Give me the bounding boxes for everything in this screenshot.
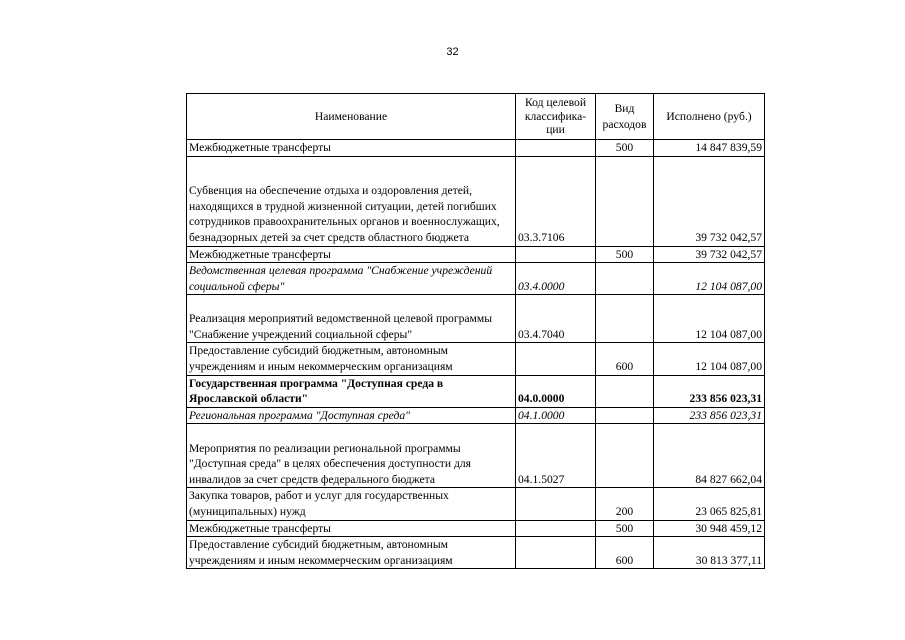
cell-name: Межбюджетные трансферты xyxy=(187,246,516,263)
cell-type: 600 xyxy=(596,537,654,569)
cell-type xyxy=(596,263,654,295)
cell-code: 04.0.0000 xyxy=(516,375,596,407)
cell-amount: 30 948 459,12 xyxy=(654,520,765,537)
budget-execution-table xyxy=(186,93,765,569)
header-name: Наименование xyxy=(187,94,516,140)
cell-type xyxy=(596,156,654,246)
table-row xyxy=(187,343,765,375)
cell-name: Закупка товаров, работ и услуг для государственных (муниципальных) нужд xyxy=(187,488,516,520)
cell-type: 600 xyxy=(596,343,654,375)
cell-amount: 14 847 839,59 xyxy=(654,140,765,157)
cell-name: Мероприятия по реализации региональной программы "Доступная среда" в целях обеспечения доступности для инвалидов за счет средств федерального бюджета xyxy=(187,424,516,488)
table-row xyxy=(187,295,765,343)
header-amount: Исполнено (руб.) xyxy=(654,94,765,140)
cell-amount: 30 813 377,11 xyxy=(654,537,765,569)
cell-code xyxy=(516,488,596,520)
table-row xyxy=(187,424,765,488)
table-row xyxy=(187,375,765,407)
table-row xyxy=(187,488,765,520)
table-row xyxy=(187,156,765,246)
cell-type xyxy=(596,375,654,407)
cell-name: Межбюджетные трансферты xyxy=(187,520,516,537)
page-number: 32 xyxy=(446,46,459,58)
cell-type: 500 xyxy=(596,140,654,157)
cell-amount: 233 856 023,31 xyxy=(654,407,765,424)
table-row xyxy=(187,246,765,263)
cell-amount: 12 104 087,00 xyxy=(654,295,765,343)
cell-amount: 23 065 825,81 xyxy=(654,488,765,520)
table-body xyxy=(187,140,765,569)
cell-amount: 84 827 662,04 xyxy=(654,424,765,488)
cell-type xyxy=(596,424,654,488)
cell-code: 03.3.7106 xyxy=(516,156,596,246)
cell-code xyxy=(516,246,596,263)
table-row xyxy=(187,140,765,157)
cell-amount: 39 732 042,57 xyxy=(654,156,765,246)
cell-code: 03.4.7040 xyxy=(516,295,596,343)
cell-type: 500 xyxy=(596,520,654,537)
header-code: Код целевой классифика-ции xyxy=(516,94,596,140)
cell-code xyxy=(516,140,596,157)
cell-code xyxy=(516,343,596,375)
cell-amount: 39 732 042,57 xyxy=(654,246,765,263)
table-row xyxy=(187,520,765,537)
cell-code xyxy=(516,520,596,537)
cell-type: 500 xyxy=(596,246,654,263)
cell-code: 03.4.0000 xyxy=(516,263,596,295)
table-row xyxy=(187,537,765,569)
cell-name: Реализация мероприятий ведомственной целевой программы "Снабжение учреждений социальной сферы" xyxy=(187,295,516,343)
cell-name: Региональная программа "Доступная среда" xyxy=(187,407,516,424)
cell-type xyxy=(596,295,654,343)
table-row xyxy=(187,407,765,424)
cell-name: Государственная программа "Доступная среда в Ярославской области" xyxy=(187,375,516,407)
table-header-row xyxy=(187,94,765,140)
cell-name: Межбюджетные трансферты xyxy=(187,140,516,157)
cell-name: Предоставление субсидий бюджетным, автономным учреждениям и иным некоммерческим организациям xyxy=(187,537,516,569)
cell-code: 04.1.5027 xyxy=(516,424,596,488)
cell-amount: 233 856 023,31 xyxy=(654,375,765,407)
cell-amount: 12 104 087,00 xyxy=(654,343,765,375)
cell-type: 200 xyxy=(596,488,654,520)
header-type: Вид расходов xyxy=(596,94,654,140)
cell-name: Субвенция на обеспечение отдыха и оздоровления детей, находящихся в трудной жизненной ситуации, детей погибших сотрудников правоохранительных органов и военнослужащих, безнадзорных детей за счет средств областного бюджета xyxy=(187,156,516,246)
cell-type xyxy=(596,407,654,424)
cell-amount: 12 104 087,00 xyxy=(654,263,765,295)
cell-name: Ведомственная целевая программа "Снабжение учреждений социальной сферы" xyxy=(187,263,516,295)
cell-name: Предоставление субсидий бюджетным, автономным учреждениям и иным некоммерческим организациям xyxy=(187,343,516,375)
cell-code: 04.1.0000 xyxy=(516,407,596,424)
table-row xyxy=(187,263,765,295)
cell-code xyxy=(516,537,596,569)
